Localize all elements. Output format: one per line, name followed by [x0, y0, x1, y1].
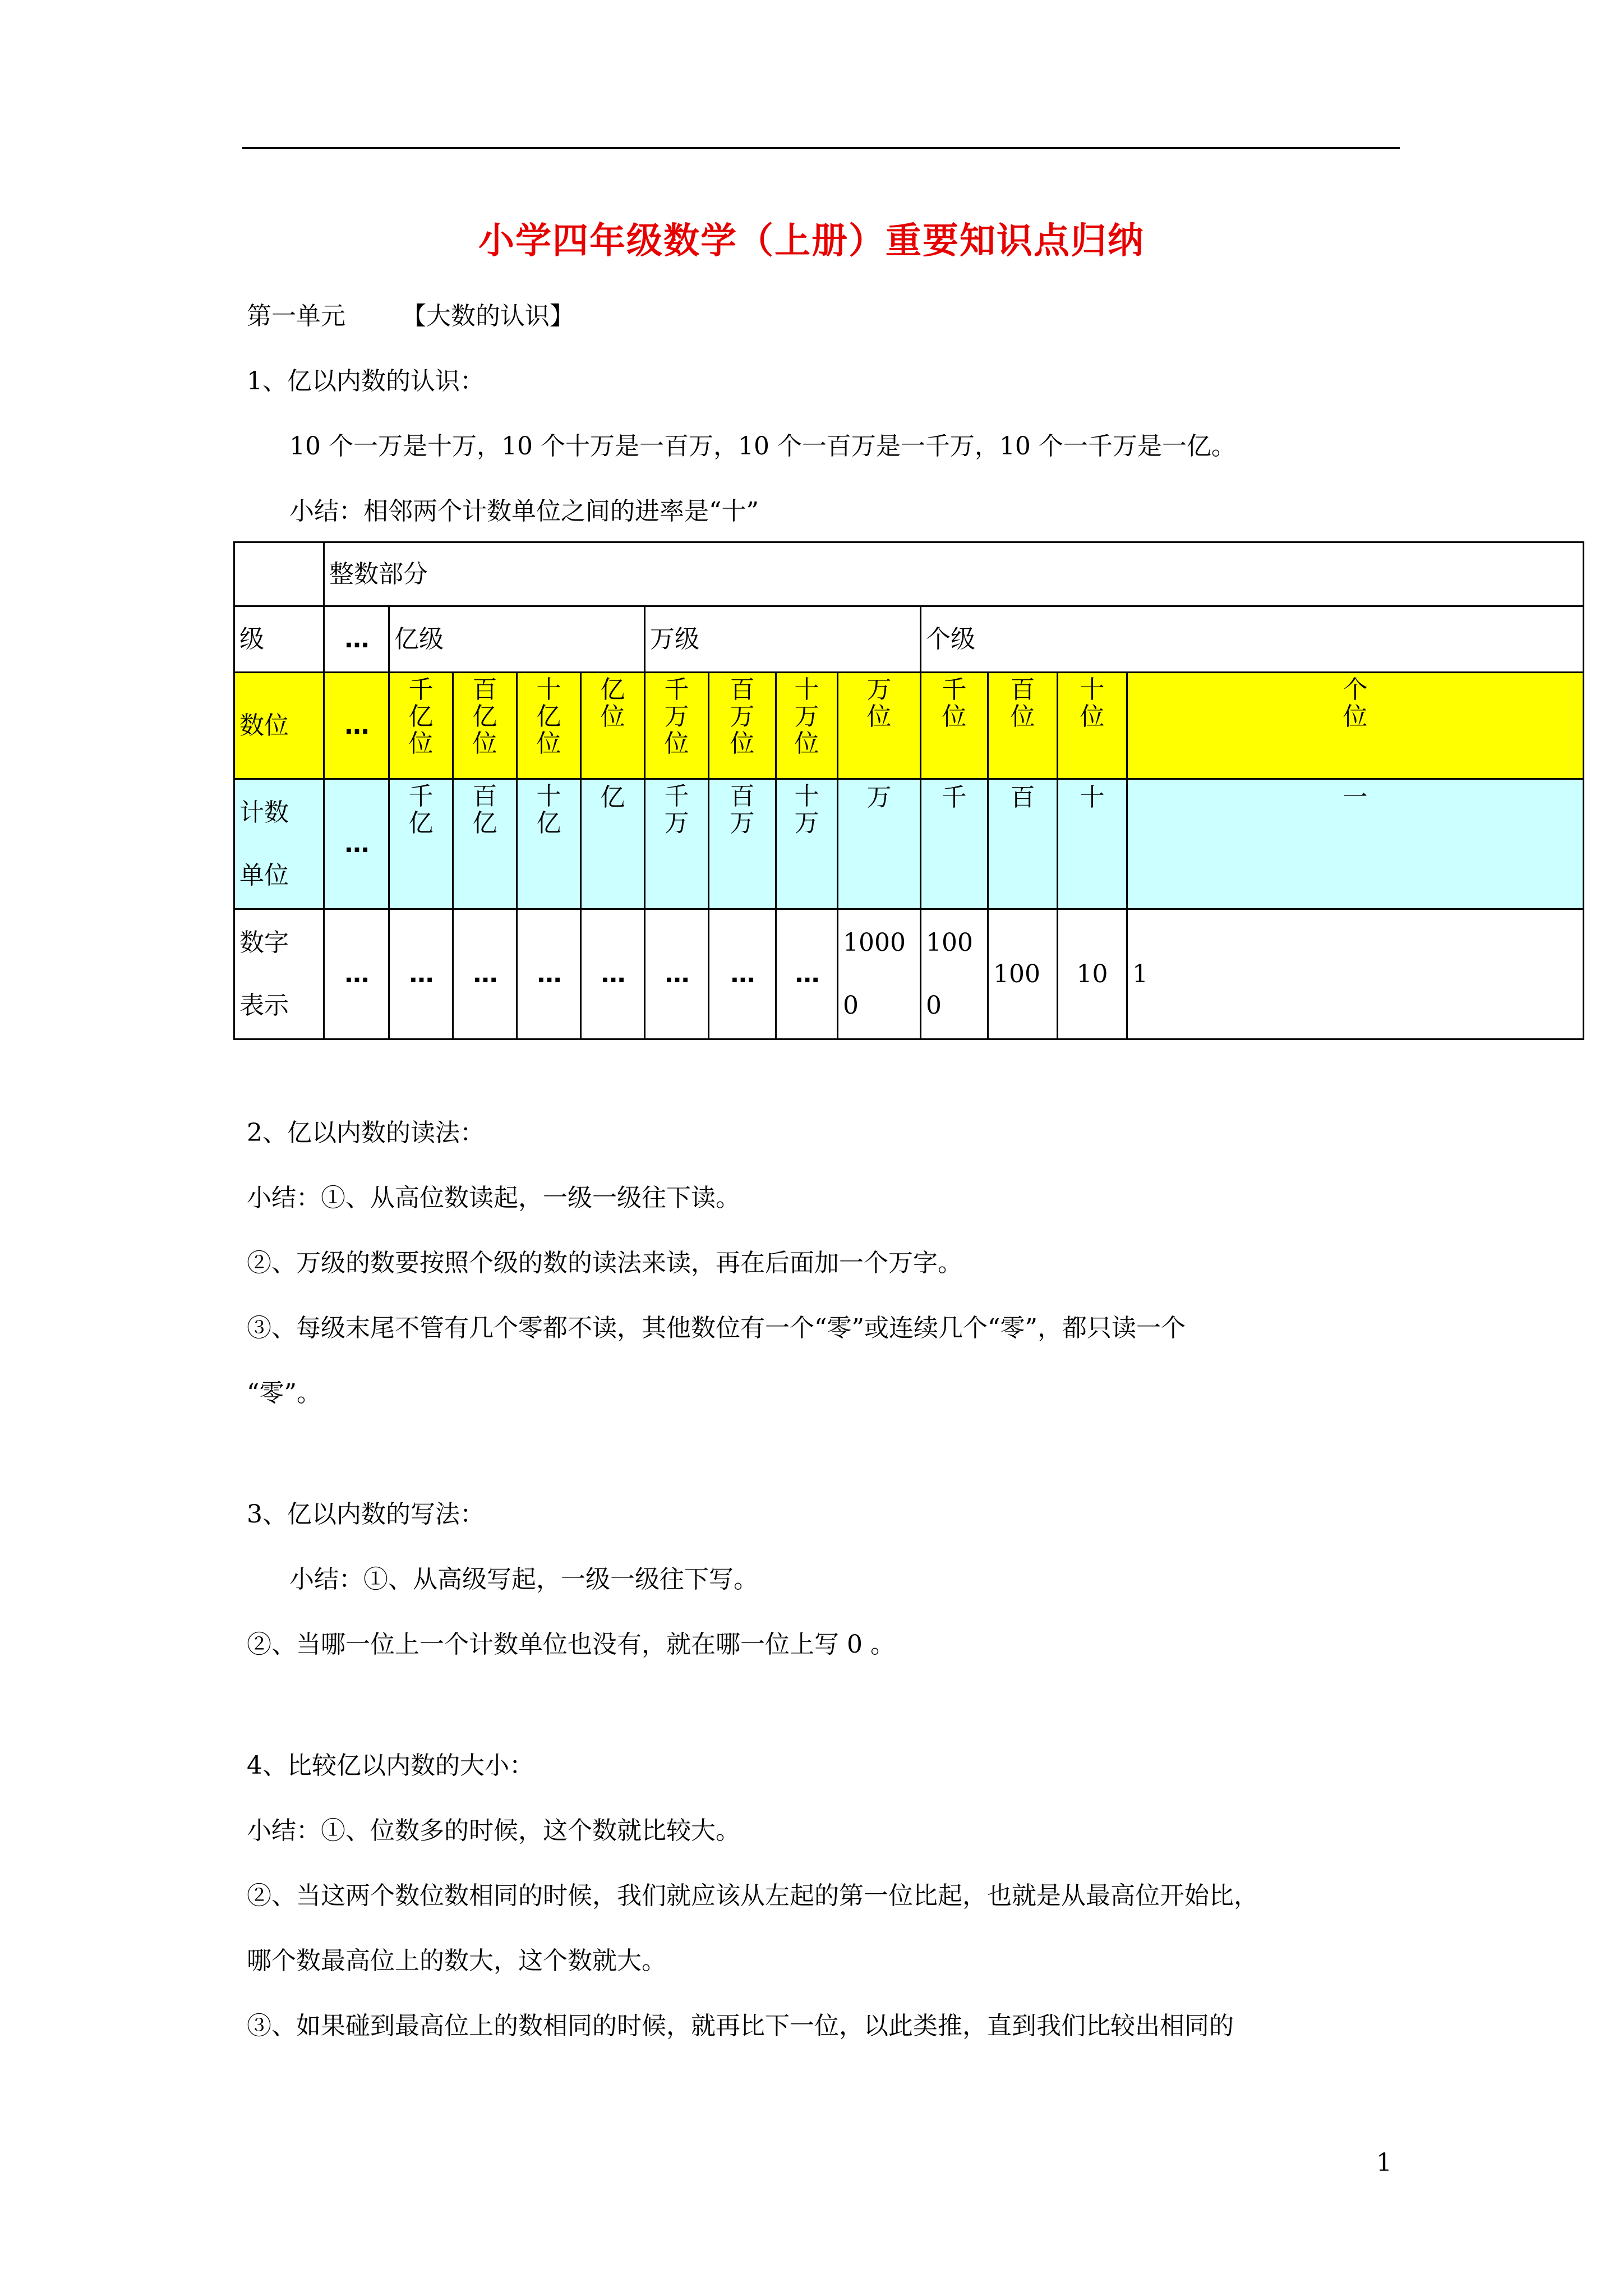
digit-place-cell: 亿位: [600, 675, 625, 731]
counting-unit-cell: 一: [1343, 783, 1368, 812]
number-form-cell: …: [389, 909, 453, 1039]
section3-rule-1: 小结：①、从高级写起，一级一级往下写。: [289, 1565, 758, 1594]
counting-unit-cell: 十万: [794, 782, 819, 838]
document-title: 小学四年级数学（上册）重要知识点归纳: [478, 220, 1145, 262]
number-form-cell: …: [645, 909, 709, 1039]
counting-unit-row-dots: …: [324, 779, 389, 909]
number-form-cell: …: [709, 909, 776, 1039]
digit-place-cell: 百亿位: [472, 675, 497, 758]
digit-place-cell: 个位: [1343, 675, 1368, 731]
level-row: [234, 606, 1584, 673]
number-form-cell: 1: [1127, 909, 1584, 1039]
counting-unit-cell: 亿: [600, 783, 625, 812]
section4-rule-2-cont: 哪个数最高位上的数大，这个数就大。: [247, 1947, 666, 1975]
digit-place-cell: 十位: [1080, 675, 1105, 731]
section4-heading: 4、比较亿以内数的大小：: [247, 1751, 534, 1780]
counting-unit-cell: 十: [1080, 783, 1105, 812]
counting-unit-cell: 百亿: [472, 782, 497, 838]
level-row-dots: …: [324, 606, 389, 673]
number-form-cell: 100: [993, 959, 1040, 988]
unit-label: 第一单元: [247, 302, 345, 330]
digit-place-cell: 十亿位: [536, 675, 561, 758]
digit-place-row-label: 数位: [234, 673, 324, 779]
counting-unit-cell: 十亿: [536, 782, 561, 838]
yi-level-label: 亿级: [389, 606, 645, 673]
section2-rule-3: ③、每级末尾不管有几个零都不读，其他数位有一个“零”或连续几个“零”，都只读一个: [247, 1314, 1186, 1342]
counting-unit-cell: 千万: [664, 782, 689, 838]
digit-place-cell: 万位: [866, 675, 892, 731]
section2-heading: 2、亿以内数的读法：: [247, 1119, 485, 1147]
digit-place-row: [234, 673, 1584, 779]
counting-unit-cell: 千亿: [408, 782, 434, 838]
number-form-cell: …: [581, 909, 645, 1039]
number-form-cell: 10: [1058, 909, 1127, 1039]
integer-part-label: 整数部分: [324, 542, 1584, 606]
number-form-cell: …: [453, 909, 517, 1039]
digit-place-cell: 百位: [1010, 675, 1035, 731]
section4-rule-3: ③、如果碰到最高位上的数相同的时候，就再比下一位，以此类推，直到我们比较出相同的: [247, 2012, 1234, 2040]
section1-paragraph: 10 个一万是十万，10 个十万是一百万，10 个一百万是一千万，10 个一千万是一亿。: [289, 432, 1236, 461]
number-form-cell: …: [517, 909, 581, 1039]
section3-heading: 3、亿以内数的写法：: [247, 1500, 485, 1529]
section2-rule-1: 小结：①、从高位数读起，一级一级往下读。: [247, 1184, 740, 1212]
section4-rule-1: 小结：①、位数多的时候，这个数就比较大。: [247, 1816, 740, 1845]
unit-topic: 【大数的认识】: [402, 302, 574, 330]
section4-rule-2: ②、当这两个数位数相同的时候，我们就应该从左起的第一位比起，也就是从最高位开始比，: [247, 1881, 1258, 1910]
place-value-table: [233, 541, 1584, 1040]
digit-place-row-dots: …: [324, 673, 389, 779]
number-form-row-label: 数字表示: [239, 928, 289, 1020]
number-form-cell: …: [324, 909, 389, 1039]
number-form-cell: 1000: [926, 928, 973, 1020]
level-row-label: 级: [234, 606, 324, 673]
counting-unit-cell: 百万: [730, 782, 755, 838]
counting-unit-row: [234, 779, 1584, 909]
counting-unit-cell: 千: [942, 783, 967, 812]
counting-unit-cell: 万: [866, 783, 892, 812]
section1-heading: 1、亿以内数的认识：: [247, 367, 485, 395]
number-form-cell: 10000: [843, 928, 906, 1020]
section1-summary: 小结：相邻两个计数单位之间的进率是“十”: [289, 497, 759, 526]
section2-rule-3-cont: “零”。: [247, 1379, 321, 1407]
number-form-cell: …: [776, 909, 838, 1039]
counting-unit-row-label: 计数单位: [239, 798, 289, 890]
digit-place-cell: 千万位: [664, 675, 689, 758]
digit-place-cell: 百万位: [730, 675, 755, 758]
table-header-row: [234, 542, 1584, 606]
digit-place-cell: 十万位: [794, 675, 819, 758]
number-form-row: [234, 909, 1584, 1039]
counting-unit-cell: 百: [1010, 783, 1035, 812]
table-corner-cell: [234, 542, 324, 606]
section3-rule-2: ②、当哪一位上一个计数单位也没有，就在哪一位上写 0 。: [247, 1630, 895, 1659]
digit-place-cell: 千亿位: [408, 675, 434, 758]
page-number: 1: [1376, 2148, 1392, 2177]
header-rule: [242, 147, 1400, 149]
ge-level-label: 个级: [921, 606, 1584, 673]
unit-heading: [247, 301, 574, 332]
digit-place-cell: 千位: [942, 675, 967, 731]
wan-level-label: 万级: [645, 606, 921, 673]
section2-rule-2: ②、万级的数要按照个级的数的读法来读，再在后面加一个万字。: [247, 1249, 962, 1277]
